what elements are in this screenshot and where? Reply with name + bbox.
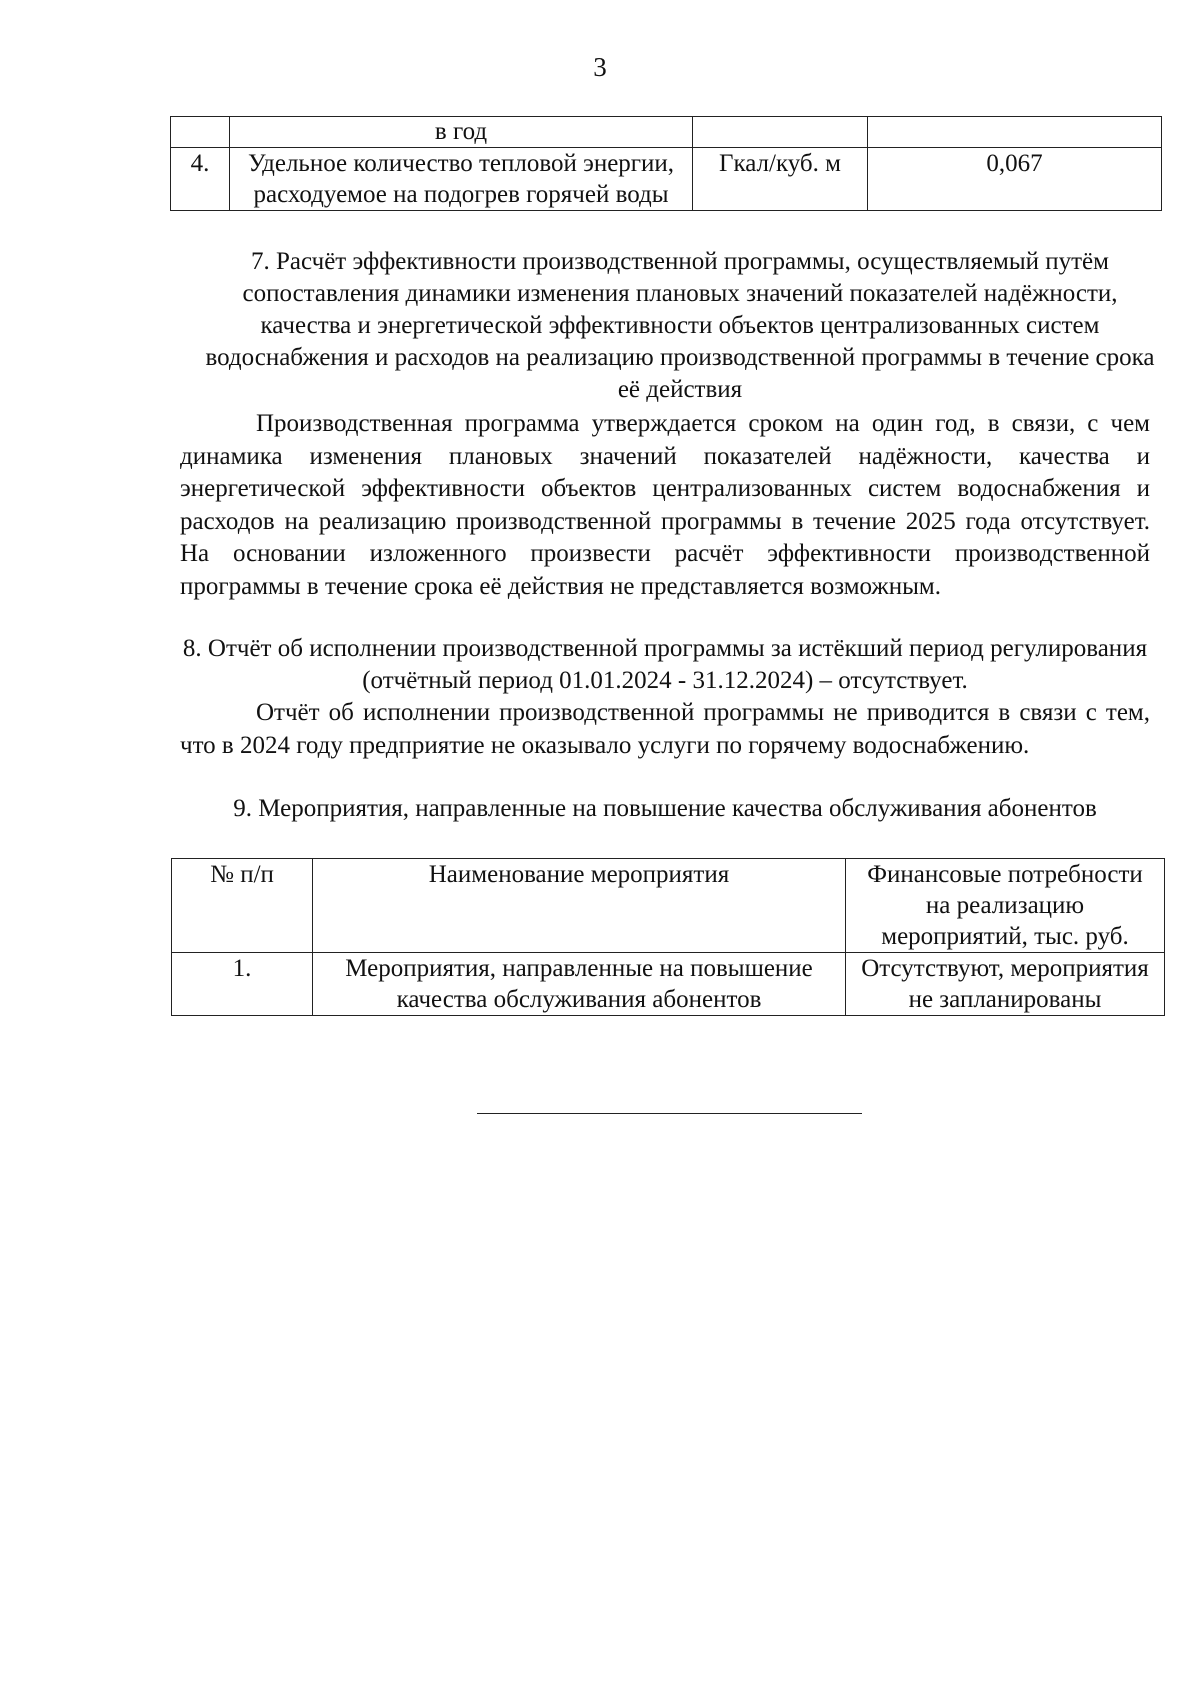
table-header-row	[172, 859, 1165, 953]
table-cell-value: 0,067	[868, 148, 1162, 211]
table-cell-unit: Гкал/куб. м	[693, 148, 868, 211]
table-cell-value	[868, 117, 1162, 148]
section-7-text: Производственная программа утверждается сроком на один год, в связи, с чем динамика изменения плановых значений показателей надёжности, качества и энергетической эффективности объектов централизованных систем водоснабжения и расходов на реализацию производственной программы в течение 2025 года отсутствует. На основании изложенного произвести расчёт эффективности производственной программы в течение срока её действия не представляется возможным.	[180, 410, 1150, 600]
table-row	[171, 148, 1162, 211]
section-9-heading: 9. Мероприятия, направленные на повышение качества обслуживания абонентов	[233, 795, 1097, 822]
section-8-heading: 8. Отчёт об исполнении производственной программы за истёкший период регулирования (отчётный период 01.01.2024 - 31.12.2024) – отсутствует.	[182, 635, 1148, 694]
bottom-divider	[477, 1113, 862, 1114]
header-finance: Финансовые потребности на реализацию мероприятий, тыс. руб.	[846, 859, 1165, 953]
table-cell-name: Удельное количество тепловой энергии, расходуемое на подогрев горячей воды	[230, 148, 693, 211]
table-row	[172, 953, 1165, 1016]
indicators-table	[170, 116, 1162, 211]
section-8-text: Отчёт об исполнении производственной программы не приводится в связи с тем, что в 2024 году предприятие не оказывало услуги по горячему водоснабжению.	[180, 699, 1150, 759]
table-cell-num: 4.	[171, 148, 230, 211]
table-cell-name: в год	[230, 117, 693, 148]
measures-table	[171, 858, 1165, 1016]
header-name: Наименование мероприятия	[313, 859, 846, 953]
table-cell-finance: Отсутствуют, мероприятия не запланированы	[846, 953, 1165, 1016]
table-cell-num	[171, 117, 230, 148]
table-cell-name: Мероприятия, направленные на повышение качества обслуживания абонентов	[313, 953, 846, 1016]
section-7-heading: 7. Расчёт эффективности производственной программы, осуществляемый путём сопоставления динамики изменения плановых значений показателей надёжности, качества и энергетической эффективности объектов централизованных систем водоснабжения и расходов на реализацию производственной программы в течение срока её действия	[205, 248, 1155, 403]
page-number: 3	[593, 52, 607, 82]
table-cell-num: 1.	[172, 953, 313, 1016]
table-cell-unit	[693, 117, 868, 148]
table-row	[171, 117, 1162, 148]
header-num: № п/п	[172, 859, 313, 953]
